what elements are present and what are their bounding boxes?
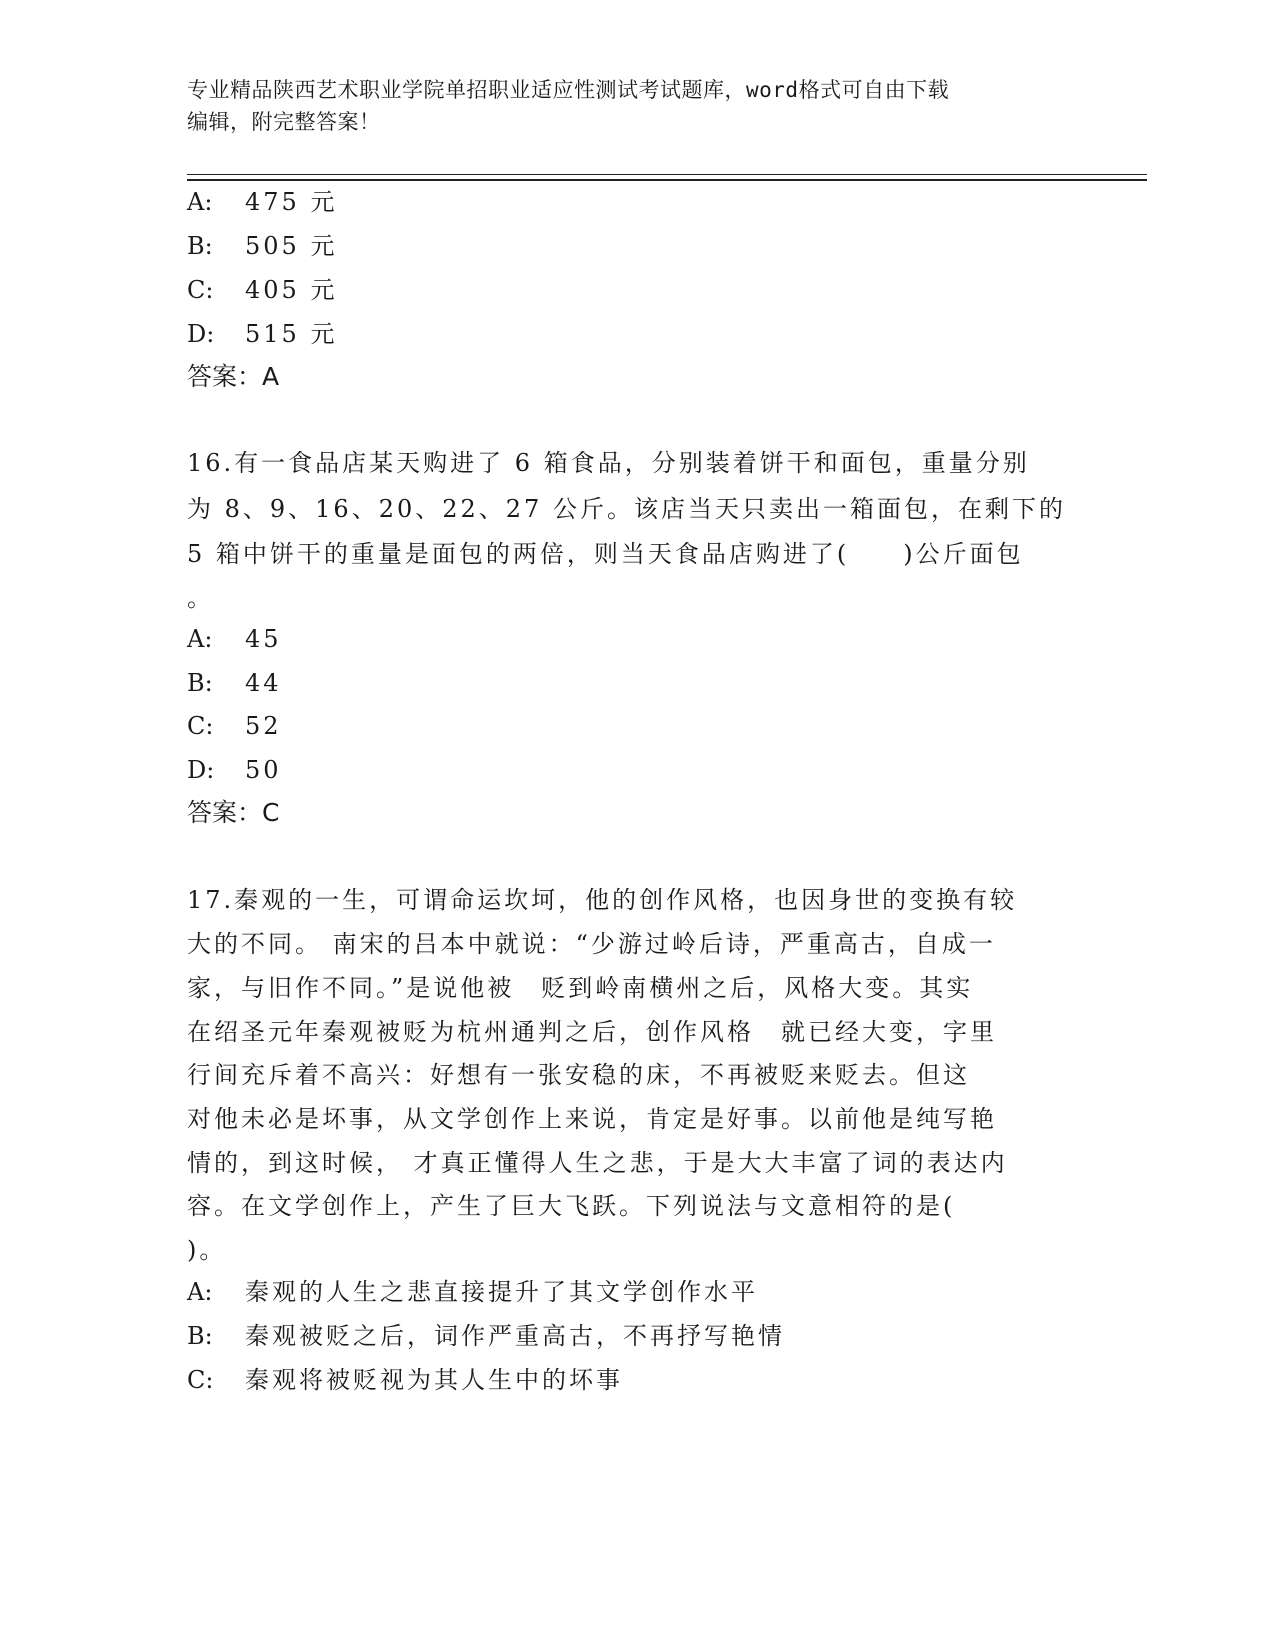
option-text: 405 元: [245, 276, 338, 304]
q17-text-line-6: 对他未必是坏事，从文学创作上来说，肯定是好事。以前他是纯写艳: [187, 1105, 997, 1133]
q16-option-d: [187, 755, 282, 785]
option-letter: B:: [187, 232, 213, 260]
header-divider-thick: [187, 179, 1147, 181]
q17-text-line-8: 容。在文学创作上，产生了巨大飞跃。下列说法与文意相符的是(: [187, 1192, 956, 1220]
option-text: 秦观将被贬视为其人生中的坏事: [245, 1366, 623, 1394]
option-text: 45: [245, 625, 282, 653]
q17-text-line-3: 家，与旧作不同。”是说他被 贬到岭南横州之后，风格大变。其实: [187, 974, 974, 1002]
option-text: 秦观被贬之后，词作严重高古，不再抒写艳情: [245, 1322, 785, 1350]
q17-text-line-5: 行间充斥着不高兴：好想有一张安稳的床，不再被贬来贬去。但这: [187, 1061, 970, 1089]
header-line-1: 专业精品陕西艺术职业学院单招职业适应性测试考试题库，word格式可自由下载: [187, 78, 950, 102]
q15-option-d: [187, 319, 337, 349]
header-divider-thin: [187, 174, 1147, 175]
q17-text-line-1: 17.秦观的一生，可谓命运坎坷，他的创作风格，也因身世的变换有较: [187, 886, 1018, 914]
option-text: 475 元: [245, 188, 338, 216]
option-letter: B:: [187, 669, 213, 697]
q17-text-line-4: 在绍圣元年秦观被贬为杭州通判之后，创作风格 就已经大变，字里: [187, 1018, 997, 1046]
option-letter: A:: [187, 625, 213, 653]
option-text: 50: [245, 756, 282, 784]
option-letter: C:: [187, 712, 214, 740]
option-text: 52: [245, 712, 282, 740]
header-line-2: 编辑，附完整答案！: [187, 110, 381, 134]
q16-text-line-1: 16.有一食品店某天购进了 6 箱食品，分别装着饼干和面包，重量分别: [187, 449, 1030, 477]
option-text: 秦观的人生之悲直接提升了其文学创作水平: [245, 1278, 758, 1306]
option-letter: D:: [187, 320, 215, 348]
q15-answer: 答案：A: [187, 362, 280, 391]
q17-option-b: [187, 1321, 785, 1351]
q16-text-line-2: 为 8、9、16、20、22、27 公斤。该店当天只卖出一箱面包，在剩下的: [187, 495, 1066, 523]
q16-option-a: [187, 624, 282, 654]
option-letter: C:: [187, 1366, 214, 1394]
q16-answer: 答案：C: [187, 798, 280, 827]
q17-text-line-2: 大的不同。 南宋的吕本中就说：“少游过岭后诗，严重高古，自成一: [187, 930, 996, 958]
q15-option-c: [187, 275, 337, 305]
q16-text-line-4: 。: [187, 584, 214, 612]
q16-option-b: [187, 668, 282, 698]
q15-option-b: [187, 231, 337, 261]
q17-option-a: [187, 1277, 758, 1307]
q17-text-line-7: 情的，到这时候， 才真正懂得人生之悲，于是大大丰富了词的表达内: [187, 1149, 1008, 1177]
q16-option-c: [187, 711, 282, 741]
option-letter: A:: [187, 188, 213, 216]
q17-option-c: [187, 1365, 623, 1395]
option-text: 515 元: [245, 320, 338, 348]
page-header: [187, 74, 1087, 138]
q16-text-line-3: 5 箱中饼干的重量是面包的两倍，则当天食品店购进了( )公斤面包: [187, 540, 1024, 568]
option-text: 505 元: [245, 232, 338, 260]
option-letter: B:: [187, 1322, 213, 1350]
option-text: 44: [245, 669, 282, 697]
option-letter: D:: [187, 756, 215, 784]
option-letter: A:: [187, 1278, 213, 1306]
option-letter: C:: [187, 276, 214, 304]
q17-text-line-9: )。: [187, 1236, 227, 1264]
q15-option-a: [187, 187, 337, 217]
